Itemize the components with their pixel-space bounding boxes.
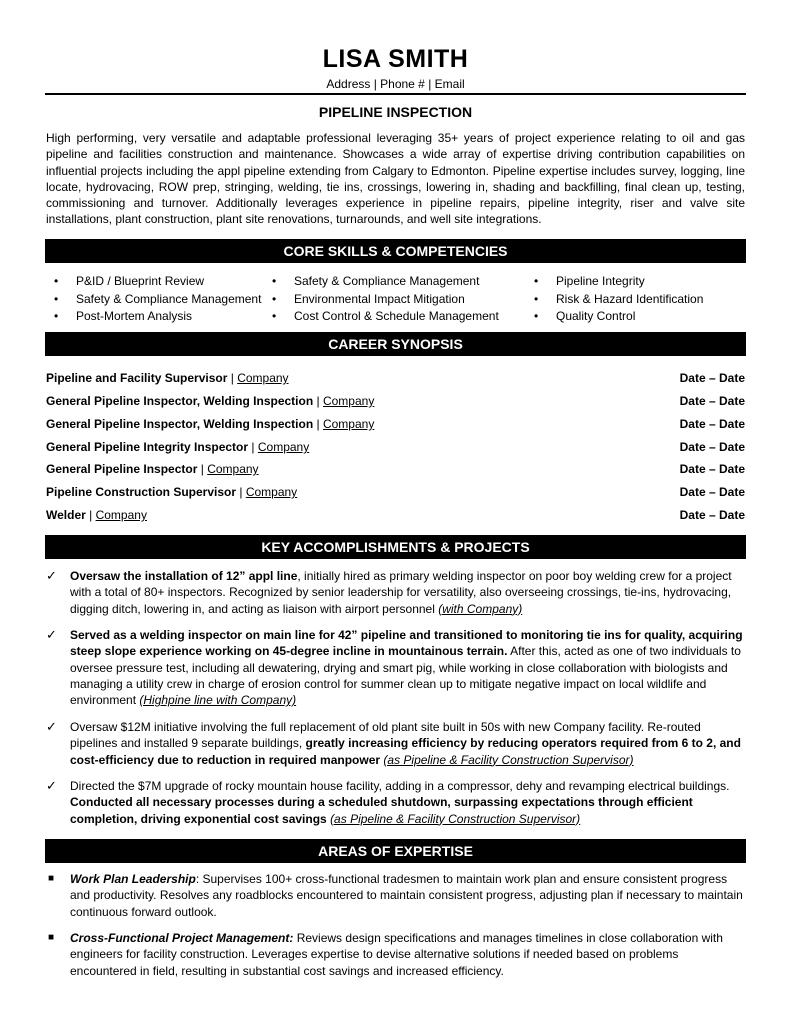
skill-item: • Quality Control: [534, 308, 703, 326]
company-link[interactable]: Company: [245, 485, 298, 499]
bullet-icon: •: [272, 274, 277, 288]
bullet-icon: •: [272, 309, 277, 323]
job-dates: Date – Date: [679, 508, 745, 522]
job-dates: Date – Date: [679, 371, 745, 385]
section-header-career: CAREER SYNOPSIS: [45, 332, 746, 356]
header-divider: [45, 93, 746, 95]
professional-summary: High performing, very versatile and adaptable professional leveraging 35+ years of project experience relating to oil and gas pipeline and facilities construction and maintenance. Showcases a wide array of expertise driving contribution capabilities on influential projects including the appl pipeline extending from Calgary to Edmonton. Pipeline expertise includes survey, logging, line locate, hydrovacing, ROW prep, stringing, welding, tie ins, crossings, lowering in, shading and backfilling, final clean up, testing, commissioning and turnover. Additionally leverages experience in pipeline repairs, pipeline integrity, riser and valve site installations, plant construction, plant site renovations, turnarounds, and well site integrations.: [46, 131, 745, 227]
checkmark-icon: ✓: [46, 719, 57, 734]
career-row: General Pipeline Inspector, Welding Inspection | Company Date – Date: [46, 417, 745, 431]
company-link[interactable]: Company: [207, 462, 259, 476]
section-header-expertise: AREAS OF EXPERTISE: [45, 839, 746, 863]
job-dates: Date – Date: [679, 417, 745, 431]
checkmark-icon: ✓: [46, 568, 57, 583]
skill-item: • Pipeline Integrity: [534, 273, 703, 291]
candidate-name: LISA SMITH: [322, 45, 469, 73]
bullet-icon: •: [54, 309, 59, 323]
career-row: Pipeline Construction Supervisor | Company Date – Date: [46, 485, 745, 499]
accomplishment-item: ✓ Directed the $7M upgrade of rocky mountain house facility, adding in a compressor, dehy and revamping electrical buildings. Conducted all necessary processes during a scheduled shutdown, surpassing expectations through efficient completion, driving exponential cost savings (as Pipeline & Facility Construction Supervisor): [46, 778, 730, 826]
contact-line: Address | Phone # | Email: [326, 77, 465, 91]
bullet-icon: •: [534, 309, 539, 323]
expertise-item: ■ Work Plan Leadership: Supervises 100+ cross-functional tradesmen to maintain work plan and ensure consistent progress and productivity. Resolves any roadblocks encountered to maintain consistent progress, adjusting plan if necessary to maintain continuous forward outlook.: [48, 872, 743, 919]
skill-item: • Environmental Impact Mitigation: [272, 291, 499, 309]
job-dates: Date – Date: [679, 394, 745, 408]
square-bullet-icon: ■: [48, 873, 55, 884]
job-title: General Pipeline Inspector: [46, 462, 198, 476]
skill-item: • Safety & Compliance Management: [54, 291, 261, 309]
skill-item: • Cost Control & Schedule Management: [272, 308, 499, 326]
skills-column-2: [272, 273, 499, 326]
accomplishment-item: ✓ Oversaw the installation of 12” appl line, initially hired as primary welding inspector on poor boy welding crew for a project with a total of 80+ inspectors. Recognized by senior leadership for versatility, also overseeing crossings, tie-ins, hydrovacing, digging ditch, lowering in, and acting as liaison with airport personnel (with Company): [46, 568, 732, 616]
accomplishment-item: ✓ Served as a welding inspector on main line for 42” pipeline and transitioned to monitoring tie ins for quality, acquiring steep slope experience working on 45-degree incline in mountainous terrain. After this, acted as one of two individuals to oversee pressure test, including all dewatering, drying and smart pig, while working in close collaboration with biologists and managing a utility crew in charge of erosion control for summer clean up to mitigate negative impact on local wildlife and environment (Highpine line with Company): [46, 627, 743, 708]
career-row: General Pipeline Inspector | Company Date – Date: [46, 462, 745, 476]
skills-column-1: [54, 273, 261, 326]
company-link[interactable]: Company: [257, 440, 310, 454]
bullet-icon: •: [534, 291, 539, 306]
career-row: Welder | Company Date – Date: [46, 508, 745, 522]
skill-item: • Risk & Hazard Identification: [534, 291, 703, 309]
skill-item: • Safety & Compliance Management: [272, 273, 499, 291]
company-link[interactable]: Company: [322, 417, 375, 431]
resume-title: PIPELINE INSPECTION: [318, 104, 473, 120]
checkmark-icon: ✓: [46, 778, 57, 793]
job-dates: Date – Date: [679, 440, 745, 454]
job-title: Pipeline Construction Supervisor: [46, 485, 237, 499]
job-title: General Pipeline Inspector, Welding Inspection: [46, 417, 314, 431]
career-row: General Pipeline Integrity Inspector | Company Date – Date: [46, 440, 745, 454]
expertise-item: ■ Cross-Functional Project Management: Reviews design specifications and manages timelines in close collaboration with engineers for facility construction. Leverages expertise to devise alternative solutions if needed based on problems encountered in field, resulting in substantial cost savings and increased efficiency.: [48, 931, 723, 978]
job-title: General Pipeline Integrity Inspector: [46, 440, 249, 454]
checkmark-icon: ✓: [46, 627, 57, 642]
accomplishment-item: ✓ Oversaw $12M initiative involving the full replacement of old plant site built in 50s with new Company facility. Re-routed pipelines and installed 9 separate buildings, greatly increasing efficiency by reducing operators required from 6 to 2, and cost-efficiency due to reduction in required manpower (as Pipeline & Facility Construction Supervisor): [46, 719, 741, 767]
career-row: Pipeline and Facility Supervisor | Company Date – Date: [46, 371, 745, 385]
bullet-icon: •: [534, 274, 539, 288]
skill-item: • P&ID / Blueprint Review: [54, 273, 261, 291]
job-title: Welder: [46, 508, 86, 522]
company-link[interactable]: Company: [237, 371, 289, 385]
square-bullet-icon: ■: [48, 932, 55, 943]
company-link[interactable]: Company: [95, 508, 147, 522]
section-header-accomplishments: KEY ACCOMPLISHMENTS & PROJECTS: [45, 535, 746, 559]
bullet-icon: •: [54, 291, 59, 306]
job-title: Pipeline and Facility Supervisor: [46, 371, 228, 385]
skills-column-3: [534, 273, 703, 326]
section-header-skills: CORE SKILLS & COMPETENCIES: [45, 239, 746, 263]
career-row: General Pipeline Inspector, Welding Inspection | Company Date – Date: [46, 394, 745, 408]
job-title: General Pipeline Inspector, Welding Inspection: [46, 394, 314, 408]
bullet-icon: •: [272, 291, 277, 306]
job-dates: Date – Date: [679, 462, 745, 476]
skill-item: • Post-Mortem Analysis: [54, 308, 261, 326]
bullet-icon: •: [54, 274, 59, 288]
company-link[interactable]: Company: [322, 394, 375, 408]
job-dates: Date – Date: [679, 485, 745, 499]
